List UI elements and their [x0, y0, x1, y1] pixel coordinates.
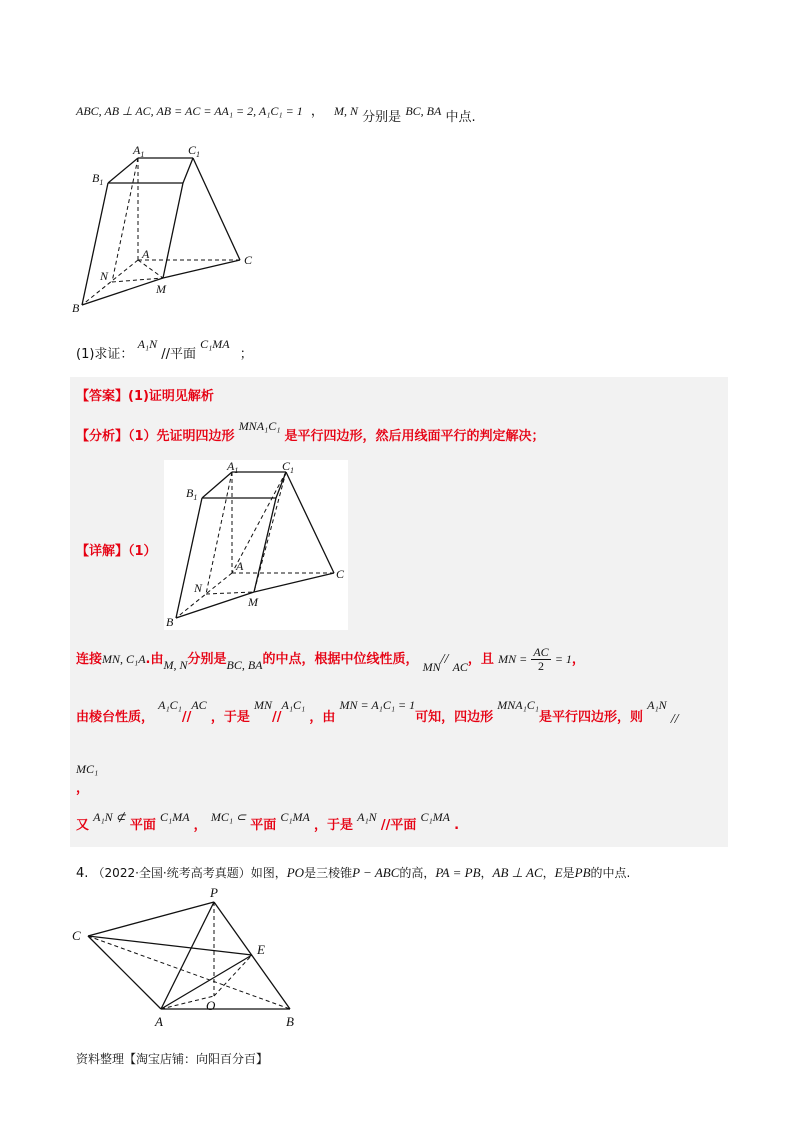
frac-den: 2	[538, 659, 544, 673]
mn-points: M, N	[334, 104, 359, 118]
step4-t6: //平面	[380, 818, 417, 833]
label2-b1: $B_1$	[186, 486, 198, 502]
step2-t5: ，由	[309, 710, 336, 725]
step2-m3: MN	[253, 698, 272, 712]
label-b1: $B_1$	[92, 171, 104, 187]
detail-step-4	[76, 806, 460, 833]
step1-t5: //	[440, 652, 449, 667]
problem4-t4: ，	[542, 866, 555, 880]
step2-m4: A₁C₁	[281, 698, 306, 712]
step1-t1: 连接	[76, 652, 103, 667]
problem4-number: 4.	[76, 866, 89, 881]
problem-4-statement	[76, 864, 630, 881]
label2-b: B	[166, 615, 174, 629]
q1-a1n: A₁N	[137, 337, 158, 351]
bc-ba: BC, BA	[405, 104, 442, 118]
step2-t6: 可知，四边形	[415, 710, 494, 725]
step4-t3: ，	[193, 818, 207, 833]
analysis-math: MNA₁C₁	[238, 419, 281, 433]
premise-mid: 分别是	[362, 110, 402, 125]
step4-m5: A₁N	[357, 810, 377, 824]
footer-note: 资料整理【淘宝店铺：向阳百分百】	[76, 1052, 269, 1066]
label-c: C	[244, 253, 253, 267]
detail-step-2	[76, 698, 679, 727]
step4-m4: C₁MA	[280, 810, 310, 824]
problem4-t6: 的中点.	[590, 866, 631, 880]
analysis-line	[76, 419, 545, 444]
analysis-suffix: 是平行四边形，然后用线面平行的判定解决；	[284, 429, 545, 444]
analysis-prefix: 【分析】（1）先证明四边形	[76, 429, 235, 444]
step1-m2: M, N	[163, 658, 188, 672]
label-n: N	[100, 269, 109, 283]
problem4-pb: PB	[574, 865, 591, 880]
step2-t2: //	[181, 710, 192, 725]
problem4-papb: PA = PB	[435, 865, 481, 880]
label-a: A	[142, 247, 150, 261]
step2-t1: 由棱台性质，	[76, 710, 155, 725]
label2-a1: $A_1$	[227, 460, 239, 475]
problem4-t2: 的高，	[399, 866, 436, 880]
problem4-t3: ，	[480, 866, 493, 880]
label3-b: B	[286, 1014, 294, 1029]
question-1	[76, 333, 253, 362]
label3-o: O	[206, 998, 216, 1013]
step4-t7: .	[454, 818, 460, 833]
problem4-source: （2022·全国·统考高考真题）如图，	[92, 866, 287, 880]
label2-c: C	[336, 567, 345, 581]
answer-line: 【答案】(1)证明见解析	[76, 389, 214, 404]
label2-c1: $C_1$	[282, 460, 295, 475]
label3-e: E	[257, 942, 265, 957]
problem4-e: E	[554, 865, 563, 880]
frac-num: AC	[533, 645, 549, 659]
problem4-pabc: P − ABC	[352, 865, 400, 880]
step4-t4: 平面	[250, 818, 277, 833]
step3-m1: MC₁	[76, 762, 99, 776]
step4-m3: MC₁ ⊂	[210, 810, 247, 824]
problem4-t1: 是三棱锥	[304, 866, 353, 880]
step1-t2: .由	[145, 652, 164, 667]
step4-m2: C₁MA	[160, 810, 190, 824]
step2-t7: 是平行四边形，则	[538, 710, 643, 725]
step1-m1: MN, C₁A	[102, 652, 146, 666]
step4-m1: A₁N ⊄	[93, 810, 126, 824]
label-c1: $C_1$	[188, 143, 201, 159]
step2-t8: //	[670, 712, 679, 727]
label3-a: A	[155, 1014, 163, 1029]
step2-m5: MN = A₁C₁ = 1	[339, 698, 416, 712]
step1-t6: ，且	[467, 652, 494, 667]
q1-prefix: (1)求证：	[76, 347, 134, 362]
step2-m7: A₁N	[647, 698, 667, 712]
step4-m6: C₁MA	[420, 810, 450, 824]
step3-t1: ，	[76, 781, 90, 796]
label2-a: A	[236, 559, 244, 573]
label2-m: M	[248, 595, 258, 609]
frustum-figure	[70, 140, 270, 320]
problem4-abac: AB ⊥ AC	[492, 865, 543, 880]
label-a1: $A_1$	[133, 143, 145, 159]
step1-m4: MN	[422, 660, 441, 674]
pyramid-figure	[68, 884, 308, 1034]
step2-t4: //	[271, 710, 282, 725]
detail-step-3	[76, 762, 98, 796]
step1-t3: 分别是	[187, 652, 227, 667]
comma: ，	[310, 104, 324, 119]
problem4-po: PO	[286, 865, 305, 880]
step4-t5: ，于是	[314, 818, 354, 833]
step4-t1: 又	[76, 818, 90, 833]
premise-line	[76, 100, 476, 125]
step1-m3: BC, BA	[226, 658, 263, 672]
problem4-t5: 是	[562, 866, 575, 880]
step4-t2: 平面	[129, 818, 156, 833]
step2-m2: AC	[191, 698, 207, 712]
step1-m5: AC	[452, 660, 468, 674]
step2-t3: ，于是	[210, 710, 250, 725]
label2-n: N	[194, 581, 203, 595]
step1-m7: = 1	[554, 652, 572, 666]
step1-t7: ，	[571, 652, 585, 667]
step2-m1: A₁C₁	[158, 698, 182, 712]
label-b: B	[72, 301, 80, 315]
detail-label: 【详解】（1）	[76, 544, 157, 559]
label-m: M	[156, 282, 166, 296]
q1-parallel-plane: //平面	[161, 347, 196, 362]
q1-end: ；	[239, 347, 253, 362]
label3-c: C	[72, 928, 81, 943]
frustum-figure-detail	[164, 460, 348, 630]
fraction-ac-over-2	[531, 646, 550, 673]
step1-m6: MN =	[498, 652, 528, 666]
premise-math: ABC, AB ⊥ AC, AB = AC = AA₁ = 2, A₁C₁ = 1	[76, 104, 303, 118]
step1-t4: 的中点，根据中位线性质，	[262, 652, 419, 667]
premise-end: 中点.	[445, 110, 476, 125]
label3-p: P	[210, 885, 218, 900]
q1-c1ma: C₁MA	[200, 337, 230, 351]
detail-step-1	[76, 646, 585, 673]
step2-m6: MNA₁C₁	[497, 698, 539, 712]
